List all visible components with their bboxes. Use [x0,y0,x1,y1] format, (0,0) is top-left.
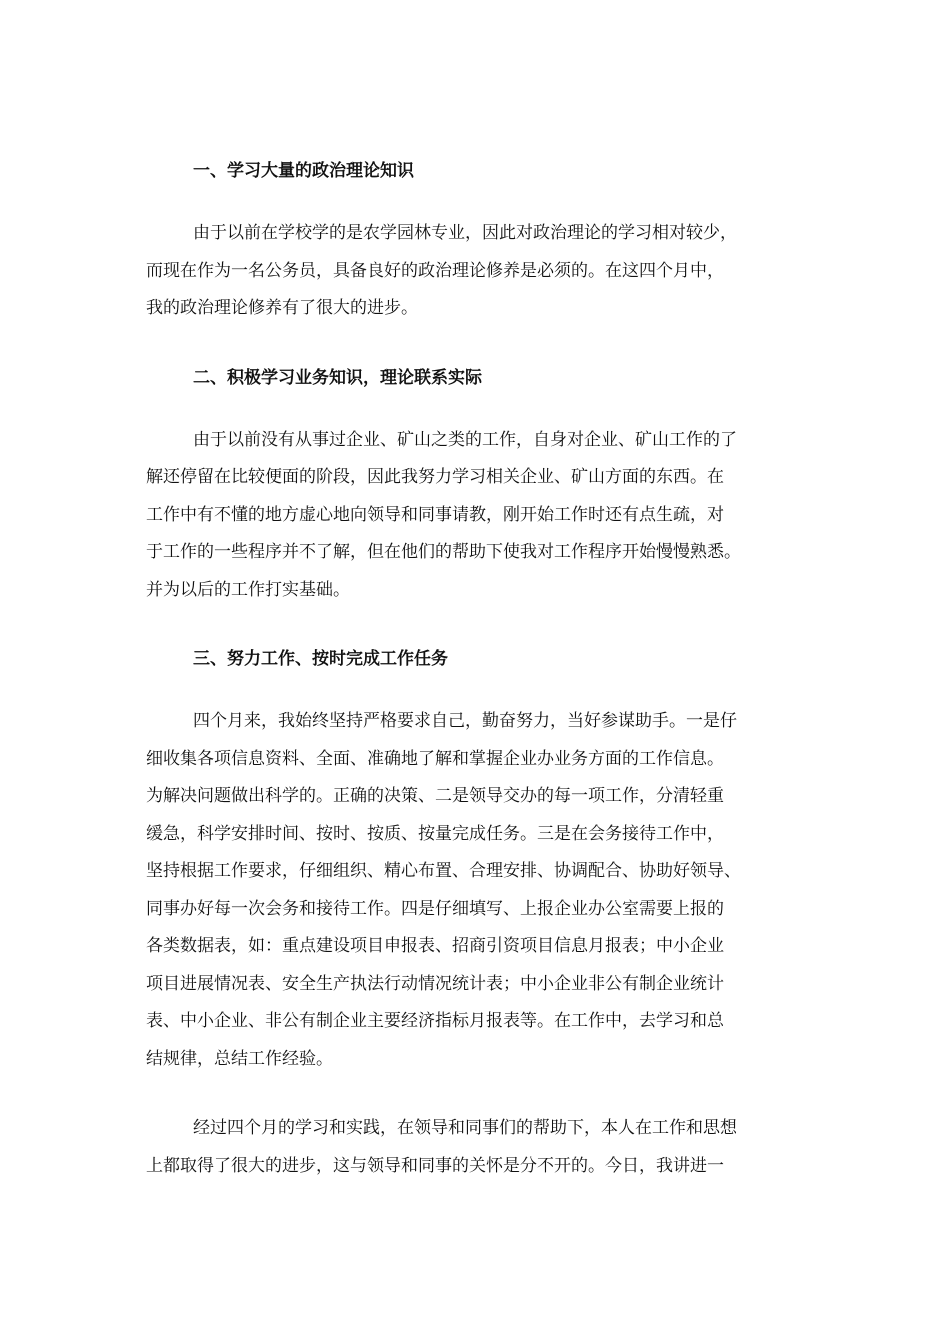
paragraph-line: 项目进展情况表、安全生产执法行动情况统计表；中小企业非公有制企业统计 [146,973,724,994]
spacer [146,189,808,215]
paragraph-line: 工作中有不懂的地方虚心地向领导和同事请教，刚开始工作时还有点生疏，对 [146,504,724,525]
paragraph-line: 结规律，总结工作经验。 [146,1048,333,1069]
paragraph-3 [146,703,808,1078]
spacer [146,609,808,641]
paragraph-line: 解还停留在比较便面的阶段，因此我努力学习相关企业、矿山方面的东西。在 [146,467,724,487]
paragraph-line: 而现在作为一名公务员，具备良好的政治理论修养是必须的。在这四个月中， [146,260,724,281]
paragraph-line: 同事办好每一次会务和接待工作。四是仔细填写、上报企业办公室需要上报的 [146,898,724,919]
paragraph-1 [146,215,808,328]
paragraph-4 [146,1110,808,1185]
paragraph-line: 并为以后的工作打实基础。 [146,579,350,600]
section-heading-2: 二、积极学习业务知识，理论联系实际 [193,367,482,388]
spacer [146,677,808,703]
paragraph-line: 我的政治理论修养有了很大的进步。 [146,298,418,318]
paragraph-line: 表、中小企业、非公有制企业主要经济指标月报表等。在工作中，去学习和总 [146,1011,724,1031]
paragraph-line: 坚持根据工作要求，仔细组织、精心布置、合理安排、协调配合、协助好领导、 [146,861,741,881]
paragraph-2 [146,422,808,610]
paragraph-line: 于工作的一些程序并不了解，但在他们的帮助下使我对工作程序开始慢慢熟悉。 [146,542,741,562]
paragraph-line: 经过四个月的学习和实践，在领导和同事们的帮助下，本人在工作和思想 [193,1118,737,1138]
paragraph-line: 各类数据表，如：重点建设项目申报表、招商引资项目信息月报表；中小企业 [146,936,724,956]
paragraph-line: 缓急，科学安排时间、按时、按质、按量完成任务。三是在会务接待工作中， [146,823,724,844]
spacer [146,396,808,422]
paragraph-line: 由于以前在学校学的是农学园林专业，因此对政治理论的学习相对较少， [193,223,737,243]
section-heading-3: 三、努力工作、按时完成工作任务 [193,649,448,669]
spacer [146,328,808,360]
document-body [146,153,808,1185]
paragraph-line: 上都取得了很大的进步，这与领导和同事的关怀是分不开的。今日，我讲进一 [146,1155,724,1176]
paragraph-line: 细收集各项信息资料、全面、准确地了解和掌握企业办业务方面的工作信息。 [146,748,724,769]
paragraph-line: 由于以前没有从事过企业、矿山之类的工作，自身对企业、矿山工作的了 [193,429,737,450]
paragraph-line: 为解决问题做出科学的。正确的决策、二是领导交办的每一项工作，分清轻重 [146,786,724,806]
spacer [146,1078,808,1110]
section-heading-1: 一、学习大量的政治理论知识 [193,161,414,181]
paragraph-line: 四个月来，我始终坚持严格要求自己，勤奋努力，当好参谋助手。一是仔 [193,711,737,731]
